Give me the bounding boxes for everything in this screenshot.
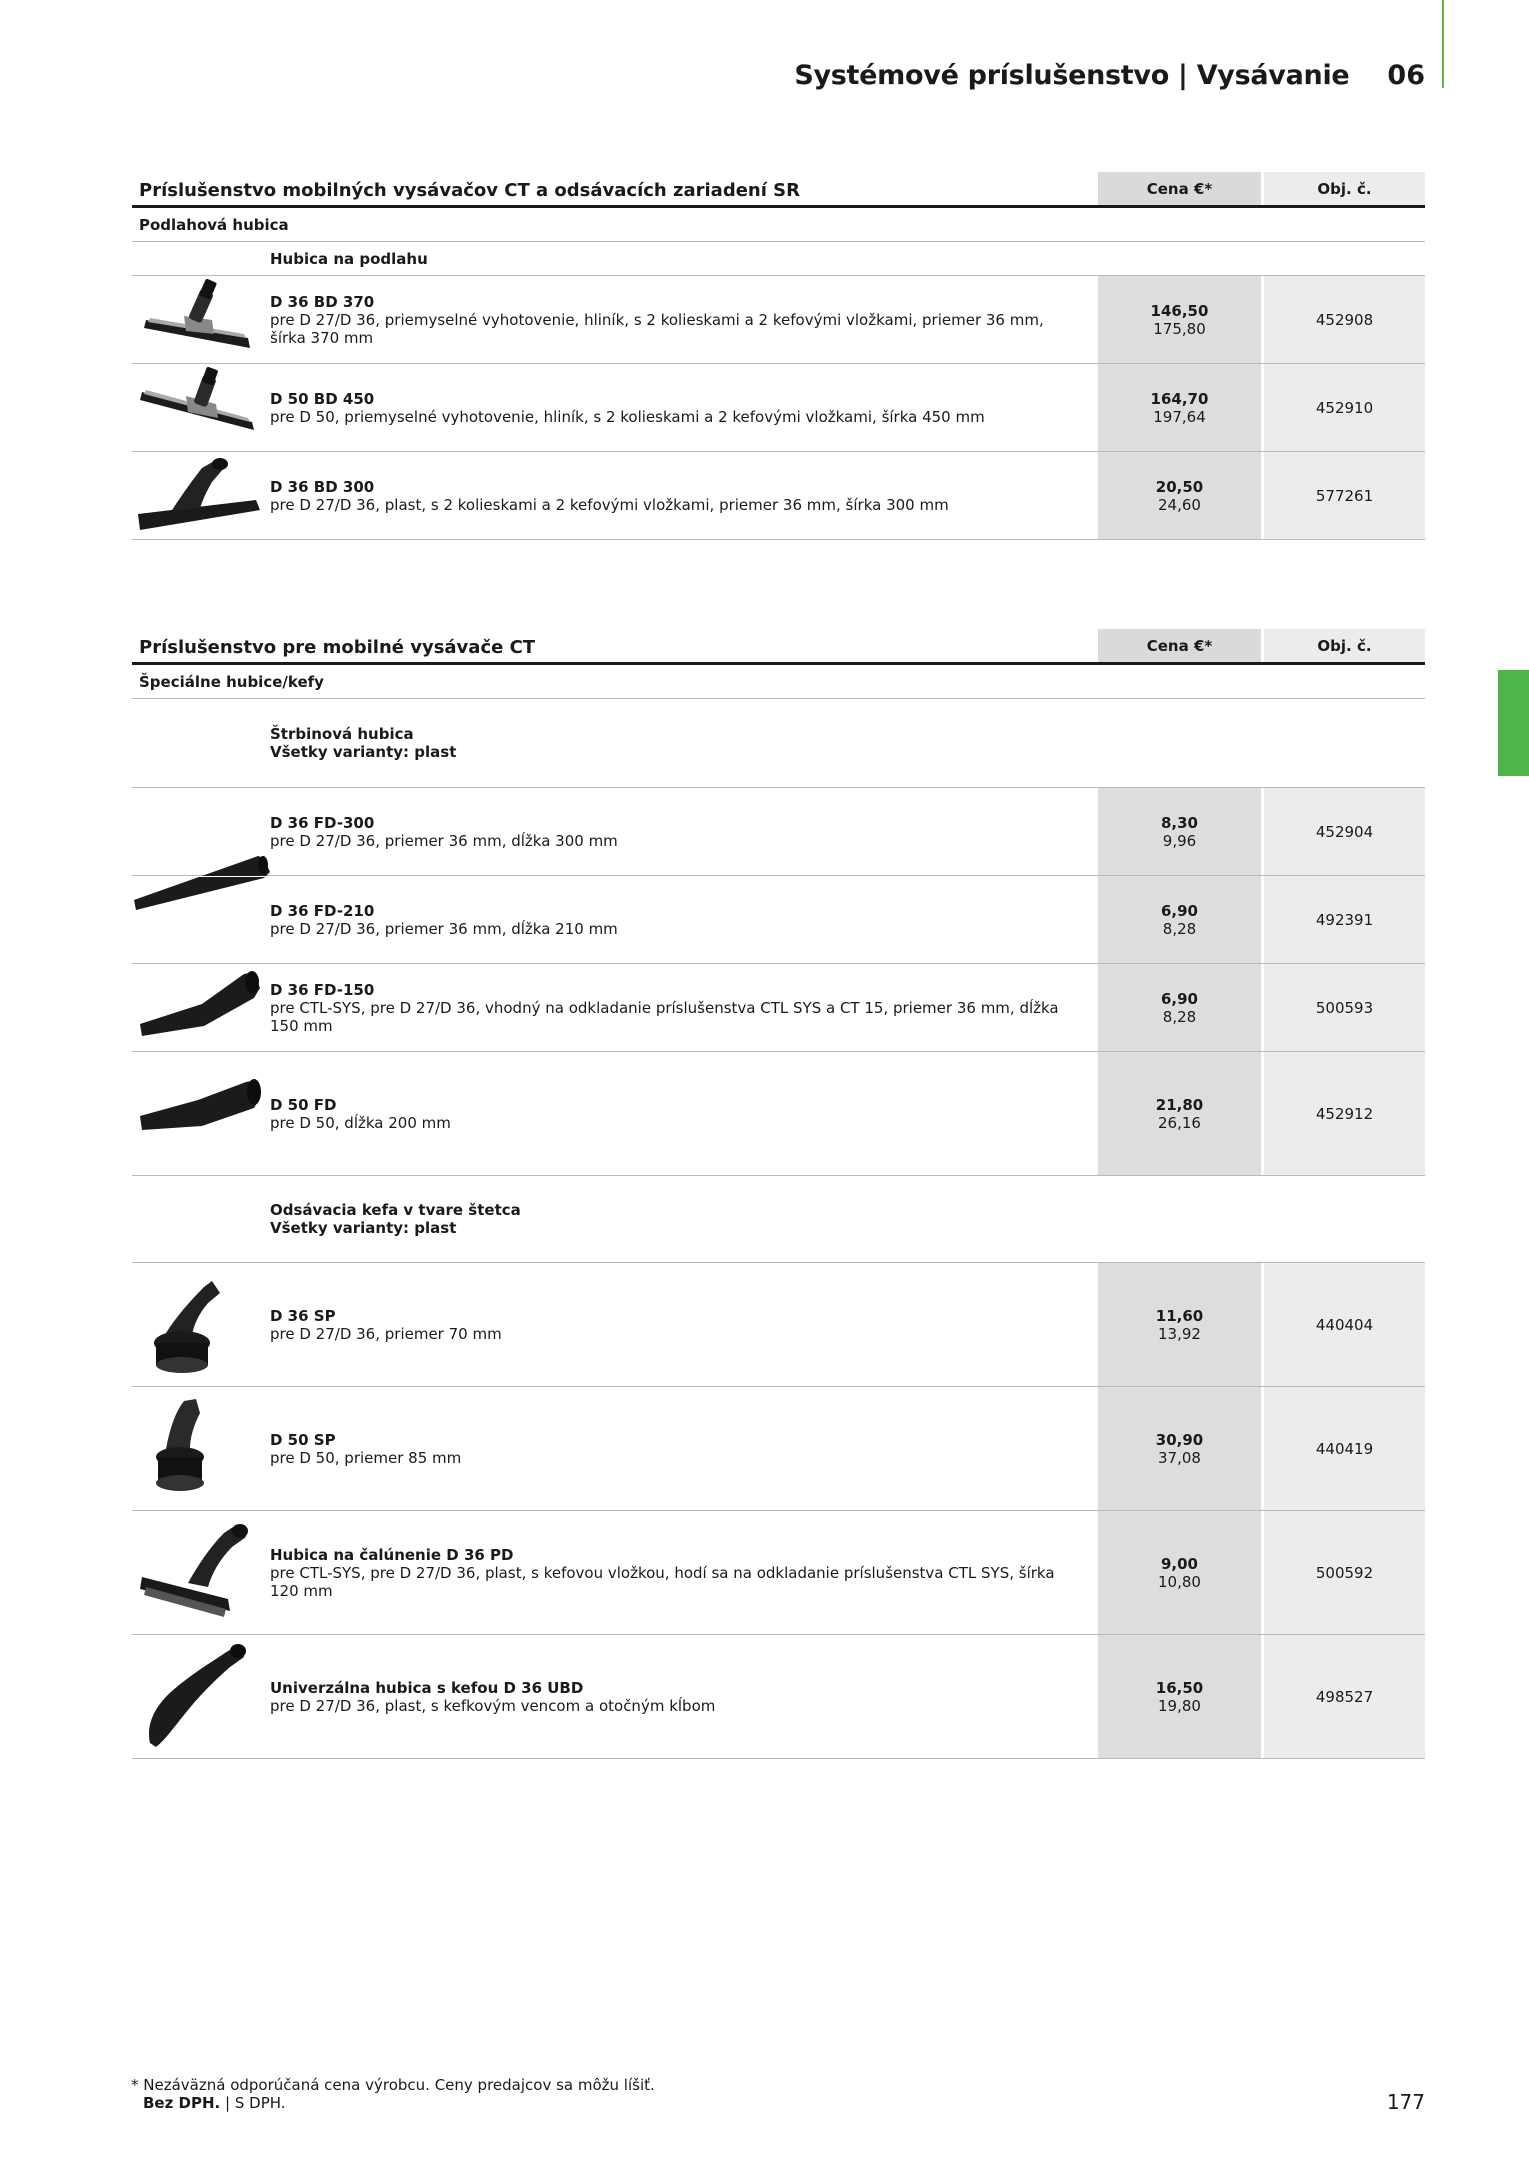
category-label: Podlahová hubica — [132, 208, 1425, 242]
product-description: pre D 27/D 36, priemer 36 mm, dĺžka 300 mm — [270, 831, 618, 850]
group-header — [132, 699, 1425, 788]
price-gross: 9,96 — [1162, 831, 1197, 850]
section-special-nozzles — [132, 629, 1425, 1759]
price-net: 9,00 — [1160, 1554, 1198, 1573]
price-gross: 8,28 — [1162, 919, 1197, 938]
order-number-column-header: Obj. č. — [1264, 629, 1425, 662]
product-description: pre D 27/D 36, priemer 36 mm, dĺžka 210 mm — [270, 919, 618, 938]
price-net: 6,90 — [1160, 989, 1198, 1008]
product-description: pre CTL-SYS, pre D 27/D 36, plast, s kefovou vložkou, hodí sa na odkladanie príslušenstva CTL SYS, šírka 120 mm — [270, 1563, 1055, 1600]
group-title: Hubica na podlahu — [270, 249, 428, 268]
price-net: 21,80 — [1155, 1095, 1204, 1114]
footer-note — [131, 2076, 655, 2112]
product-name: D 36 FD-150 — [270, 980, 375, 999]
floor-nozzle-aluminium-icon — [132, 276, 270, 363]
round-brush-large-icon — [132, 1387, 270, 1510]
order-number: 452908 — [1264, 276, 1425, 363]
price-cell — [1098, 1263, 1261, 1386]
price-gross: 13,92 — [1158, 1324, 1201, 1343]
group-header — [132, 242, 1425, 276]
order-number: 452904 — [1264, 788, 1425, 875]
page-title: Systémové príslušenstvo | Vysávanie — [794, 60, 1350, 91]
price-gross: 19,80 — [1158, 1696, 1201, 1715]
price-net: 20,50 — [1155, 477, 1204, 496]
price-net: 30,90 — [1155, 1430, 1204, 1449]
vat-included-label: | S DPH. — [220, 2094, 286, 2112]
price-net: 6,90 — [1160, 901, 1198, 920]
price-cell — [1098, 964, 1261, 1051]
section-title: Príslušenstvo mobilných vysávačov CT a odsávacích zariadení SR — [139, 180, 800, 201]
round-brush-icon — [132, 1263, 270, 1386]
group-subtitle: Všetky varianty: plast — [270, 1219, 457, 1237]
price-disclaimer: * Nezáväzná odporúčaná cena výrobcu. Ceny predajcov sa môžu líšiť. — [131, 2076, 655, 2094]
product-name: D 36 FD-300 — [270, 813, 375, 832]
order-number: 452912 — [1264, 1052, 1425, 1175]
price-net: 16,50 — [1155, 1678, 1204, 1697]
price-cell — [1098, 876, 1261, 963]
price-gross: 10,80 — [1158, 1572, 1201, 1591]
product-name: Hubica na čalúnenie D 36 PD — [270, 1545, 514, 1564]
price-gross: 26,16 — [1158, 1113, 1201, 1132]
table-row — [132, 876, 1425, 964]
order-number: 492391 — [1264, 876, 1425, 963]
section-header — [132, 629, 1425, 665]
crevice-nozzle-wide-icon — [132, 1052, 270, 1175]
price-net: 164,70 — [1150, 389, 1209, 408]
order-number: 498527 — [1264, 1635, 1425, 1758]
product-description: pre D 27/D 36, plast, s kefkovým vencom a otočným kĺbom — [270, 1696, 716, 1715]
floor-nozzle-plastic-icon — [132, 452, 270, 539]
product-description: pre D 50, dĺžka 200 mm — [270, 1113, 451, 1132]
product-name: D 50 SP — [270, 1430, 336, 1449]
price-cell — [1098, 788, 1261, 875]
price-cell — [1098, 1052, 1261, 1175]
table-row — [132, 1387, 1425, 1511]
category-label: Špeciálne hubice/kefy — [132, 665, 1425, 699]
table-row — [132, 1511, 1425, 1635]
crevice-nozzle-short-icon — [132, 964, 270, 1051]
order-number: 577261 — [1264, 452, 1425, 539]
price-column-header: Cena €* — [1098, 172, 1261, 205]
chapter-tab-marker — [1498, 670, 1529, 776]
product-name: D 50 FD — [270, 1095, 337, 1114]
price-cell — [1098, 364, 1261, 451]
table-row — [132, 1052, 1425, 1176]
product-name: D 36 SP — [270, 1306, 336, 1325]
page-number: 177 — [1386, 2090, 1425, 2114]
price-cell — [1098, 276, 1261, 363]
product-description: pre D 27/D 36, priemer 70 mm — [270, 1324, 502, 1343]
product-description: pre CTL-SYS, pre D 27/D 36, vhodný na odkladanie príslušenstva CTL SYS a CT 15, priemer 36 mm, dĺžka 150 mm — [270, 998, 1059, 1035]
group-subtitle: Všetky varianty: plast — [270, 743, 457, 761]
price-gross: 8,28 — [1162, 1007, 1197, 1026]
table-row — [132, 1635, 1425, 1759]
price-cell — [1098, 1635, 1261, 1758]
price-gross: 175,80 — [1153, 319, 1206, 338]
header-accent-line — [1442, 0, 1444, 88]
price-column-header: Cena €* — [1098, 629, 1261, 662]
section-title: Príslušenstvo pre mobilné vysávače CT — [139, 637, 536, 658]
order-number: 500593 — [1264, 964, 1425, 1051]
order-number: 440419 — [1264, 1387, 1425, 1510]
upholstery-nozzle-icon — [132, 1511, 270, 1634]
section-floor-nozzles — [132, 172, 1425, 540]
table-row — [132, 364, 1425, 452]
product-description: pre D 27/D 36, priemyselné vyhotovenie, hliník, s 2 kolieskami a 2 kefovými vložkami, priemer 36 mm, šírka 370 mm — [270, 310, 1044, 347]
table-row — [132, 276, 1425, 364]
product-name: D 36 BD 370 — [270, 292, 375, 311]
product-name: D 50 BD 450 — [270, 389, 375, 408]
price-gross: 37,08 — [1158, 1448, 1201, 1467]
price-net: 146,50 — [1150, 301, 1209, 320]
floor-nozzle-aluminium-icon — [132, 364, 270, 451]
price-gross: 197,64 — [1153, 407, 1206, 426]
page-header — [794, 60, 1425, 91]
table-row — [132, 1263, 1425, 1387]
table-row — [132, 788, 1425, 876]
group-title: Štrbinová hubica — [270, 725, 414, 743]
price-gross: 24,60 — [1158, 495, 1201, 514]
price-cell — [1098, 452, 1261, 539]
group-header — [132, 1176, 1425, 1263]
product-description: pre D 50, priemer 85 mm — [270, 1448, 462, 1467]
order-number-column-header: Obj. č. — [1264, 172, 1425, 205]
universal-brush-nozzle-icon — [132, 1635, 270, 1758]
order-number: 452910 — [1264, 364, 1425, 451]
product-name: Univerzálna hubica s kefou D 36 UBD — [270, 1678, 584, 1697]
order-number: 500592 — [1264, 1511, 1425, 1634]
table-row — [132, 452, 1425, 540]
product-description: pre D 27/D 36, plast, s 2 kolieskami a 2 kefovými vložkami, priemer 36 mm, šírka 300 mm — [270, 495, 949, 514]
section-header — [132, 172, 1425, 208]
group-title: Odsávacia kefa v tvare štetca — [270, 1201, 521, 1219]
product-name: D 36 FD-210 — [270, 901, 375, 920]
price-cell — [1098, 1511, 1261, 1634]
table-row — [132, 964, 1425, 1052]
order-number: 440404 — [1264, 1263, 1425, 1386]
price-cell — [1098, 1387, 1261, 1510]
product-description: pre D 50, priemyselné vyhotovenie, hliník, s 2 kolieskami a 2 kefovými vložkami, šírka 450 mm — [270, 407, 985, 426]
product-name: D 36 BD 300 — [270, 477, 375, 496]
vat-excluded-label: Bez DPH. — [143, 2094, 221, 2112]
section-number: 06 — [1387, 60, 1425, 91]
price-net: 8,30 — [1160, 813, 1198, 832]
price-net: 11,60 — [1155, 1306, 1204, 1325]
